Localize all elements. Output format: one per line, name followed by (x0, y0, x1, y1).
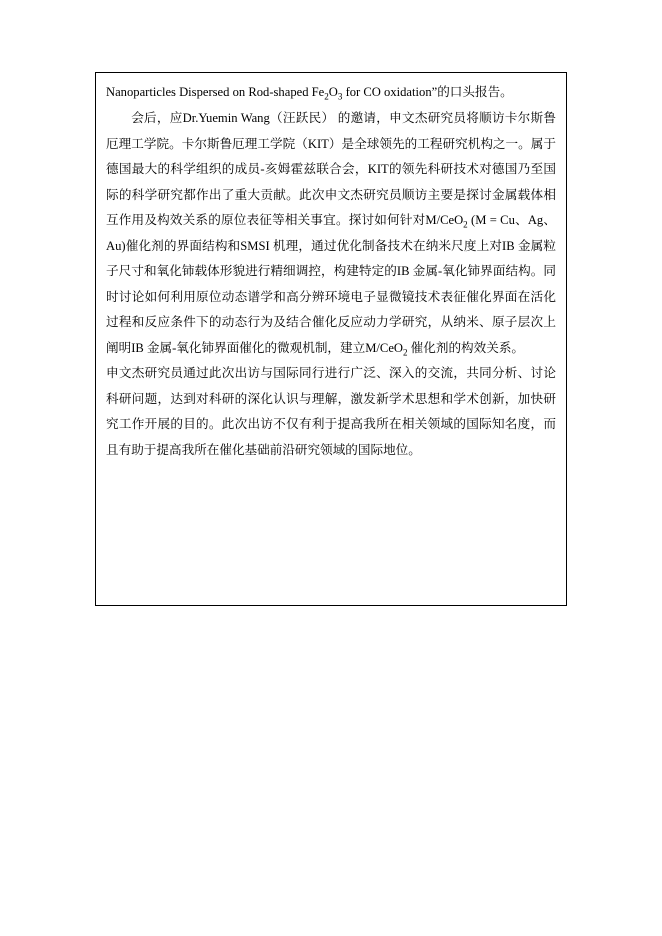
continued-title-line (106, 81, 556, 103)
paragraph-visit-details (106, 106, 556, 361)
paragraph-1-segment-3: 催化剂的构效关系。 (407, 340, 525, 355)
subscript-3-first: 3 (337, 91, 343, 102)
continued-title-mid: O (328, 85, 338, 99)
subscript-ceo2-first: 2 (463, 219, 468, 230)
subscript-2-first: 2 (324, 91, 329, 102)
paragraph-1-segment-1: 会后，应Dr.Yuemin Wang（汪跃民） 的邀请，申文杰研究员将顺访卡尔斯鲁厄理工学院。卡尔斯鲁厄理工学院（KIT）是全球领先的工程研究机构之一。属于德国最大的科学组织的成员-亥姆霍兹联合会，KIT的领先科研技术对德国乃至国际的科学研究都作出了重大贡献。此次申文杰研究员顺访主要是探讨金属载体相互作用及构效关系的原位表征等相关事宜。探讨如何针对M/CeO (106, 111, 556, 227)
continued-title-after: for CO oxidation”的口头报告。 (342, 85, 513, 99)
continued-title-before: Nanoparticles Dispersed on Rod-shaped Fe (106, 85, 325, 99)
paragraph-1-segment-2: (M = Cu、Ag、Au)催化剂的界面结构和SMSI 机理，通过优化制备技术在纳米尺度上对IB 金属粒子尺寸和氧化铈载体形貌进行精细调控，构建特定的IB 金属-氧化铈界面结构。同时讨论如何利用原位动态谱学和高分辨环境电子显微镜技术表征催化界面在活化过程和反应条件下的动态行为及结合催化反应动力学研究，从纳米、原子层次上阐明IB 金属-氧化铈界面催化的微观机制，建立M/CeO (106, 213, 557, 355)
document-text-box (95, 72, 567, 606)
paragraph-visit-outcome: 申文杰研究员通过此次出访与国际同行进行广泛、深入的交流，共同分析、讨论科研问题，达到对科研的深化认识与理解，激发新学术思想和学术创新，加快研究工作开展的目的。此次出访不仅有利于提高我所在相关领域的国际知名度，而且有助于提高我所在催化基础前沿研究领域的国际地位。 (106, 366, 556, 457)
subscript-ceo2-second: 2 (403, 347, 408, 358)
